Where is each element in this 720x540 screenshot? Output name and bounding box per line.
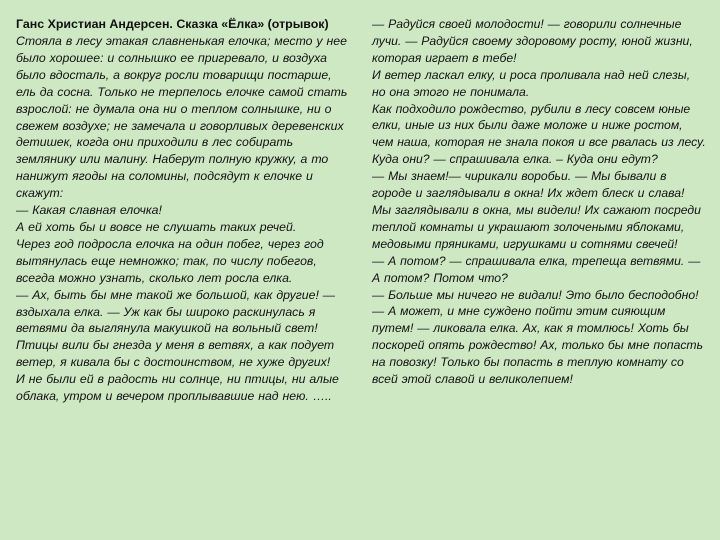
left-paragraph-2: — Какая славная елочка!	[16, 203, 162, 218]
right-paragraph-5: — Мы знаем!— чирикали воробьи. — Мы бывали в городе и заглядывали в окна! Их ждет блеск и слава! Мы заглядывали в окна, мы видели! Их сажают посреди теплой комнаты и украшают золочеными яблоками, медовыми пряниками, игрушками и сотнями свечей!	[372, 169, 701, 251]
right-column	[372, 16, 706, 388]
left-paragraph-5: — Ах, быть бы мне такой же большой, как другие! — вздыхала елка. — Уж как бы широко раскинулась я ветвями да выглянула макушкой на вольный свет! Птицы вили бы гнезда у меня в ветвях, а как подует ветер, я кивала бы с достоинством, не хуже других!	[16, 287, 336, 370]
right-paragraph-7: — Больше мы ничего не видали! Это было бесподобно!	[372, 287, 699, 302]
right-paragraph-6: — А потом? — спрашивала елка, трепеща ветвями. — А потом? Потом что?	[372, 253, 701, 285]
left-paragraph-1: Стояла в лесу этакая славненькая елочка; место у нее было хорошее: и солнышко ее пригревало, и воздуха было вдосталь, а вокруг росли товарищи постарше, ель да сосна. Только не терпелось елочке самой стать взрослой: не думала она ни о теплом солнышке, ни о свежем воздухе; не замечала и говорливых деревенских детишек, когда они приходили в лес собирать землянику или малину. Наберут полную кружку, а то нанижут ягоды на соломины, подсядут к елочке и скажут:	[16, 34, 348, 201]
right-paragraph-3: Как подходило рождество, рубили в лесу совсем юные елки, иные из них были даже моложе и ниже ростом, чем наша, которая не знала покоя и все рвалась из лесу.	[372, 101, 706, 150]
document-title: Ганс Христиан Андерсен. Сказка «Ёлка» (отрывок)	[16, 17, 329, 31]
left-paragraph-6: И не были ей в радость ни солнце, ни птицы, ни алые облака, утром и вечером проплывавшие над нею. …..	[16, 372, 339, 404]
right-paragraph-4: Куда они? — спрашивала елка. – Куда они едут?	[372, 152, 658, 167]
left-paragraph-4: Через год подросла елочка на один побег, через год вытянулась еще немножко; так, по числу побегов, всегда можно узнать, сколько лет росла елка.	[16, 236, 324, 285]
right-paragraph-8: — А может, и мне суждено пойти этим сияющим путем! — ликовала елка. Ах, как я томлюсь! Хоть бы поскорей опять рождество! Ах, только бы мне попасть на повозку! Только бы попасть в теплую комнату со всей этой славой и великолепием!	[372, 304, 703, 387]
left-paragraph-3: А ей хоть бы и вовсе не слушать таких речей.	[16, 219, 297, 234]
left-column	[16, 16, 354, 405]
right-paragraph-2: И ветер ласкал елку, и роса проливала над ней слезы, но она этого не понимала.	[372, 67, 691, 99]
right-paragraph-1: — Радуйся своей молодости! — говорили солнечные лучи. — Радуйся своему здоровому росту, юной жизни, которая играет в тебе!	[372, 17, 693, 65]
